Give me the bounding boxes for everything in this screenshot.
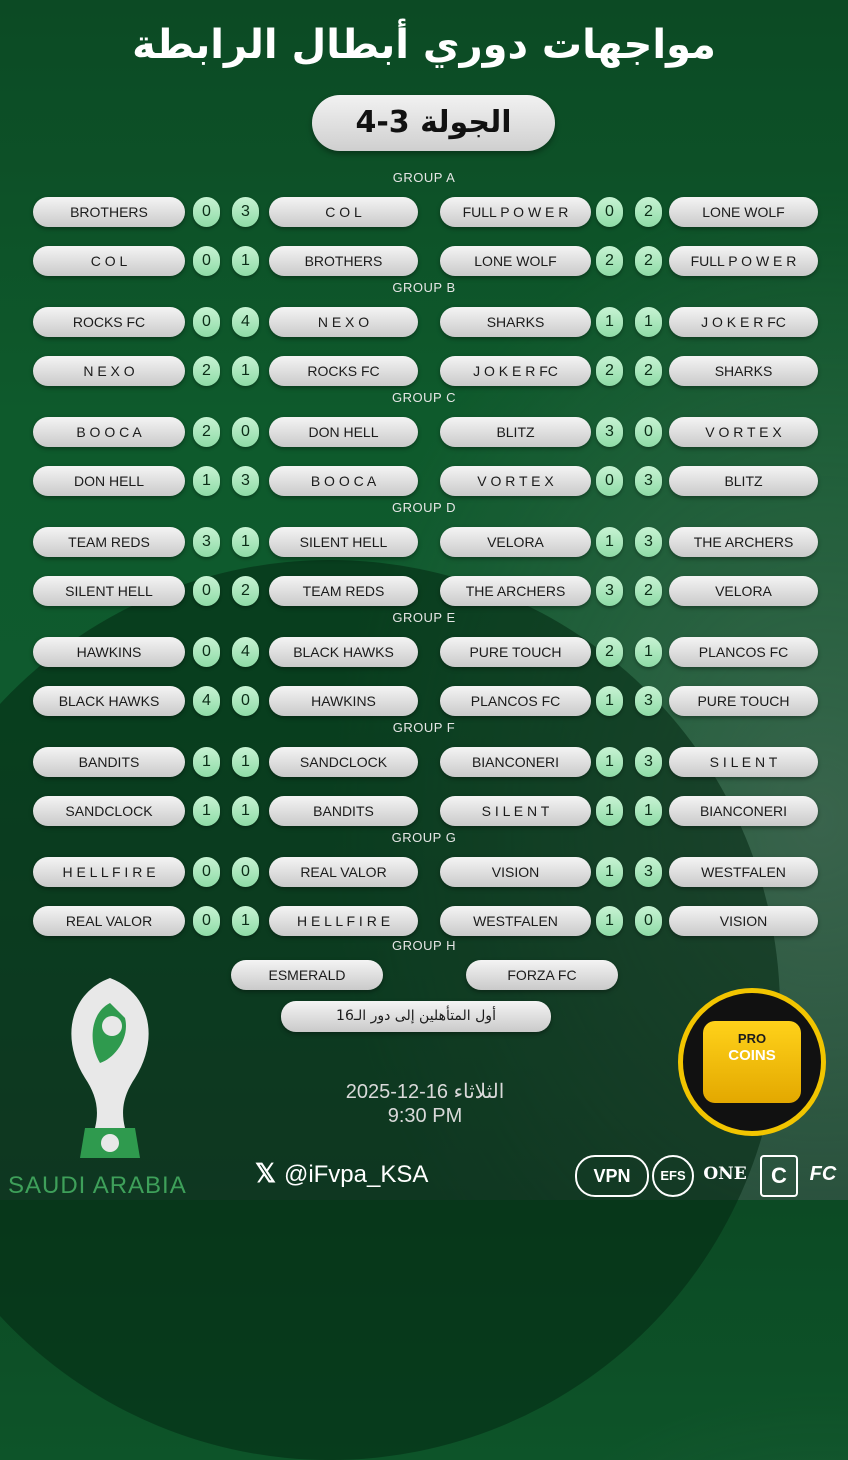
home-score: 0 xyxy=(596,197,623,227)
away-score: 1 xyxy=(635,796,662,826)
away-team-pill: BLACK HAWKS xyxy=(269,637,418,667)
away-team-pill: BANDITS xyxy=(269,796,418,826)
efs-logo: EFS xyxy=(652,1155,694,1197)
away-team-pill: SILENT HELL xyxy=(269,527,418,557)
team-pill-esmerald: ESMERALD xyxy=(231,960,383,990)
team-pill-forza: FORZA FC xyxy=(466,960,618,990)
away-team-pill: BLITZ xyxy=(669,466,818,496)
home-team-pill: SHARKS xyxy=(440,307,591,337)
group-label: GROUP E xyxy=(392,610,456,625)
home-score: 0 xyxy=(193,637,220,667)
away-score: 0 xyxy=(232,686,259,716)
group-label: GROUP F xyxy=(392,720,456,735)
away-team-pill: C O L xyxy=(269,197,418,227)
away-score: 1 xyxy=(635,307,662,337)
away-team-pill: S I L E N T xyxy=(669,747,818,777)
away-score: 3 xyxy=(232,197,259,227)
home-team-pill: S I L E N T xyxy=(440,796,591,826)
home-team-pill: BIANCONERI xyxy=(440,747,591,777)
away-score: 0 xyxy=(232,417,259,447)
away-team-pill: HAWKINS xyxy=(269,686,418,716)
home-team-pill: WESTFALEN xyxy=(440,906,591,936)
home-score: 1 xyxy=(596,307,623,337)
away-score: 0 xyxy=(232,857,259,887)
away-score: 2 xyxy=(635,356,662,386)
away-score: 2 xyxy=(635,246,662,276)
home-score: 1 xyxy=(193,466,220,496)
home-score: 0 xyxy=(596,466,623,496)
home-score: 1 xyxy=(596,796,623,826)
handle-text: @iFvpa_KSA xyxy=(283,1161,429,1188)
country-label: SAUDI ARABIA xyxy=(8,1172,187,1199)
home-score: 2 xyxy=(596,356,623,386)
away-team-pill: THE ARCHERS xyxy=(669,527,818,557)
away-team-pill: ROCKS FC xyxy=(269,356,418,386)
coins-coins-text: COINS xyxy=(728,1047,776,1064)
home-score: 1 xyxy=(193,747,220,777)
away-team-pill: BIANCONERI xyxy=(669,796,818,826)
away-team-pill: LONE WOLF xyxy=(669,197,818,227)
home-team-pill: SANDCLOCK xyxy=(33,796,185,826)
away-score: 3 xyxy=(635,686,662,716)
home-score: 2 xyxy=(596,637,623,667)
away-score: 1 xyxy=(232,796,259,826)
x-icon: 𝕏 xyxy=(255,1158,276,1188)
home-team-pill: J O K E R FC xyxy=(440,356,591,386)
home-score: 1 xyxy=(596,686,623,716)
date-time-block xyxy=(300,1080,550,1128)
home-score: 1 xyxy=(596,747,623,777)
group-label: GROUP D xyxy=(392,500,456,515)
home-team-pill: VELORA xyxy=(440,527,591,557)
home-team-pill: PLANCOS FC xyxy=(440,686,591,716)
one-logo: ONE xyxy=(703,1164,747,1184)
home-team-pill: B O O C A xyxy=(33,417,185,447)
away-team-pill: VELORA xyxy=(669,576,818,606)
home-score: 3 xyxy=(596,417,623,447)
away-team-pill: REAL VALOR xyxy=(269,857,418,887)
away-score: 1 xyxy=(232,356,259,386)
home-team-pill: BANDITS xyxy=(33,747,185,777)
away-score: 3 xyxy=(635,466,662,496)
away-score: 4 xyxy=(232,637,259,667)
away-team-pill: V O R T E X xyxy=(669,417,818,447)
away-score: 2 xyxy=(232,576,259,606)
trophy-icon xyxy=(40,968,180,1168)
social-handle[interactable] xyxy=(255,1158,428,1189)
away-team-pill: PURE TOUCH xyxy=(669,686,818,716)
away-score: 3 xyxy=(635,527,662,557)
away-score: 1 xyxy=(232,747,259,777)
group-label: GROUP B xyxy=(392,280,456,295)
home-score: 0 xyxy=(193,576,220,606)
match-date: الثلاثاء 16-12-2025 xyxy=(345,1081,505,1103)
away-score: 3 xyxy=(635,857,662,887)
home-team-pill: SILENT HELL xyxy=(33,576,185,606)
c-logo: C xyxy=(760,1155,798,1197)
away-team-pill: WESTFALEN xyxy=(669,857,818,887)
away-score: 1 xyxy=(232,906,259,936)
group-label: GROUP A xyxy=(392,170,456,185)
home-score: 2 xyxy=(193,356,220,386)
away-team-pill: TEAM REDS xyxy=(269,576,418,606)
home-score: 1 xyxy=(596,527,623,557)
away-team-pill: B O O C A xyxy=(269,466,418,496)
vpn-logo: VPN xyxy=(575,1155,649,1197)
home-team-pill: TEAM REDS xyxy=(33,527,185,557)
group-label: GROUP C xyxy=(392,390,456,405)
home-score: 0 xyxy=(193,197,220,227)
away-score: 3 xyxy=(232,466,259,496)
home-team-pill: THE ARCHERS xyxy=(440,576,591,606)
home-team-pill: ROCKS FC xyxy=(33,307,185,337)
home-team-pill: DON HELL xyxy=(33,466,185,496)
away-score: 1 xyxy=(232,527,259,557)
round-badge: الجولة 3-4 xyxy=(312,95,555,151)
home-score: 4 xyxy=(193,686,220,716)
away-score: 4 xyxy=(232,307,259,337)
home-score: 1 xyxy=(193,796,220,826)
match-time: 9:30 PM xyxy=(387,1105,463,1127)
home-score: 2 xyxy=(193,417,220,447)
away-score: 2 xyxy=(635,197,662,227)
home-score: 3 xyxy=(193,527,220,557)
home-team-pill: BLACK HAWKS xyxy=(33,686,185,716)
away-team-pill: J O K E R FC xyxy=(669,307,818,337)
fc-logo: FC xyxy=(809,1163,837,1185)
away-team-pill: DON HELL xyxy=(269,417,418,447)
home-team-pill: BROTHERS xyxy=(33,197,185,227)
away-score: 0 xyxy=(635,417,662,447)
away-team-pill: FULL P O W E R xyxy=(669,246,818,276)
away-score: 1 xyxy=(635,637,662,667)
home-score: 3 xyxy=(596,576,623,606)
home-score: 1 xyxy=(596,857,623,887)
away-team-pill: H E L L F I R E xyxy=(269,906,418,936)
away-team-pill: N E X O xyxy=(269,307,418,337)
away-score: 0 xyxy=(635,906,662,936)
home-team-pill: BLITZ xyxy=(440,417,591,447)
group-label: GROUP G xyxy=(391,830,457,845)
away-team-pill: PLANCOS FC xyxy=(669,637,818,667)
away-team-pill: SHARKS xyxy=(669,356,818,386)
home-team-pill: REAL VALOR xyxy=(33,906,185,936)
page-title: مواجهات دوري أبطال الرابطة xyxy=(132,22,716,68)
away-team-pill: SANDCLOCK xyxy=(269,747,418,777)
home-score: 0 xyxy=(193,906,220,936)
away-team-pill: VISION xyxy=(669,906,818,936)
home-team-pill: PURE TOUCH xyxy=(440,637,591,667)
qualified-note: أول المتأهلين إلى دور الـ16 xyxy=(281,1001,551,1032)
coins-pro-text: PRO xyxy=(737,1031,767,1046)
away-score: 2 xyxy=(635,576,662,606)
home-score: 0 xyxy=(193,307,220,337)
home-score: 0 xyxy=(193,857,220,887)
home-team-pill: V O R T E X xyxy=(440,466,591,496)
home-team-pill: H E L L F I R E xyxy=(33,857,185,887)
home-score: 2 xyxy=(596,246,623,276)
home-team-pill: N E X O xyxy=(33,356,185,386)
home-score: 1 xyxy=(596,906,623,936)
pro-coins-logo xyxy=(678,988,826,1136)
away-score: 1 xyxy=(232,246,259,276)
group-label-h: GROUP H xyxy=(392,938,456,953)
home-team-pill: VISION xyxy=(440,857,591,887)
home-team-pill: C O L xyxy=(33,246,185,276)
home-team-pill: HAWKINS xyxy=(33,637,185,667)
home-score: 0 xyxy=(193,246,220,276)
away-score: 3 xyxy=(635,747,662,777)
home-team-pill: LONE WOLF xyxy=(440,246,591,276)
home-team-pill: FULL P O W E R xyxy=(440,197,591,227)
away-team-pill: BROTHERS xyxy=(269,246,418,276)
